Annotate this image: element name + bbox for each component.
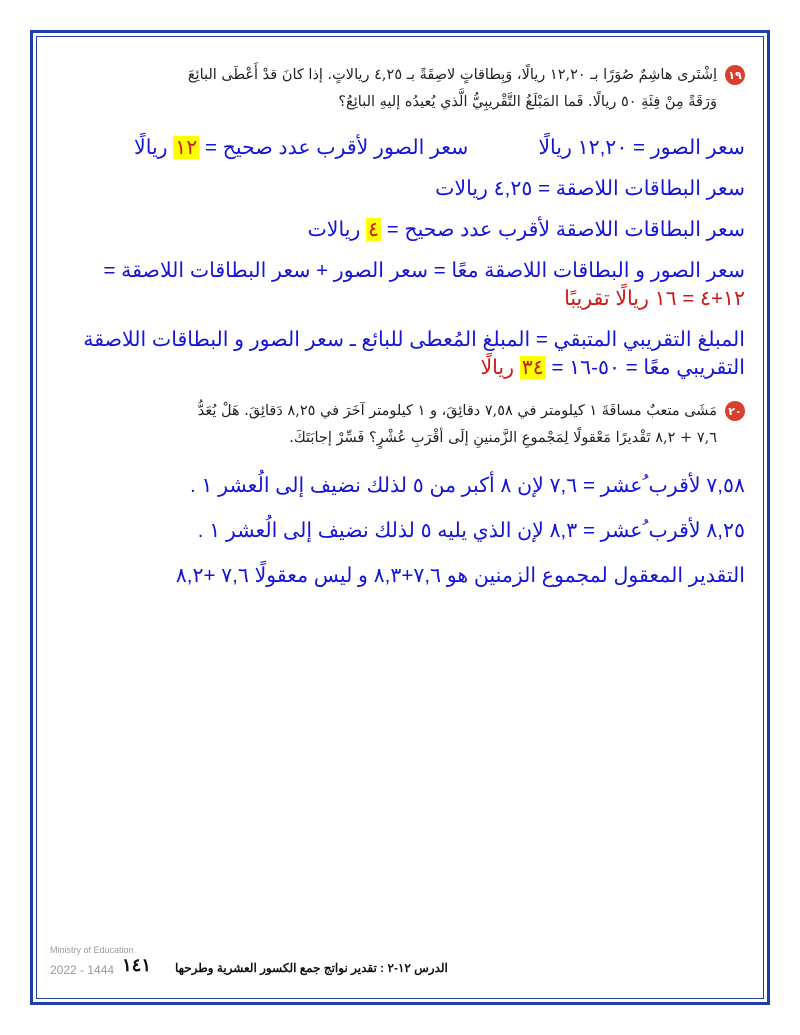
problem-text [198,398,717,452]
watermark-text: Ministry of Education [50,945,134,955]
highlighted-value: ٣٤ [521,356,544,379]
problem-text-line: اِشْتَرى هاشِمٌ صُوَرًا بـ ١٢,٢٠ ريالًا، وَبِطاقاتٍ لاصِقَةً بـ ٤,٢٥ ريالاتٍ. إذا كانَ قدْ أَعْطَى البائِعَ [187,67,717,83]
answer-line [55,354,745,382]
answer-line: ٧,٥٨ لأقرب ُعشر = ٧,٦ لإن ٨ أكبر من ٥ لذلك نضيف إلى الُعشر ١ . [189,474,745,497]
problem-19 [55,62,745,116]
page-footer [50,945,610,975]
problem-text-line: ٧,٦ + ٨,٢ تَقْديرًا مَعْقولًا لِمَجْموعِ الزَّمنينِ إلَى أقْرَبِ عُشْرٍ؟ فَسِّرْ إجابَتَكَ. [289,430,717,446]
answer-line [55,134,745,162]
highlighted-value: ٤ [368,218,380,241]
unit: ريالًا [134,136,168,159]
photos-price: سعر الصور = ١٢,٢٠ ريالًا [538,136,745,159]
answer-19 [55,134,745,382]
unit: ريالًا [480,356,515,379]
worksheet-content [55,62,745,590]
answer-line: سعر الصور و البطاقات اللاصقة معًا = سعر الصور + سعر البطاقات اللاصقة = [103,259,745,282]
highlighted-value: ١٢ [175,136,198,159]
answer-line: سعر البطاقات اللاصقة = ٤,٢٥ ريالات [435,177,745,200]
final-answer-label: التقريبي معًا = ٥٠-١٦ = [551,356,745,379]
problem-number-badge: ١٩ [725,65,745,85]
problem-20 [55,398,745,452]
problem-number-badge: ٢٠ [725,401,745,421]
answer-line [55,216,745,244]
watermark-year: 2022 - 1444 [50,963,115,977]
problem-text [188,62,717,116]
problem-text-line: وَرَقَةً مِنْ فِئَةِ ٥٠ ريالًا. فَما المَبْلَغُ التَّقْريبِيُّ الَّذي يُعيدُه إليهِ البائِعُ؟ [338,94,717,110]
answer-line-red: ١٢+٤ = ١٦ ريالًا تقريبًا [564,287,745,310]
answer-line: ٨,٢٥ لأقرب ُعشر = ٨,٣ لإن الذي يليه ٥ لذلك نضيف إلى الُعشر ١ . [197,519,745,542]
answer-line: المبلغ التقريبي المتبقي = المبلغ المُعطى للبائع ـ سعر الصور و البطاقات اللاصقة [83,328,745,351]
page-number: ١٤١ [122,955,152,975]
answer-20 [55,472,745,590]
unit: ريالات [307,218,361,241]
lesson-title: الدرس ١٢-٢ : تقدير نواتج جمع الكسور العشرية وطرحها [175,961,448,975]
problem-text-line: مَشَى متعبٌ مسافَةَ ١ كيلومتر في ٧,٥٨ دقائِقَ، و ١ كيلومتر آخَرَ في ٨,٢٥ دَقائِقَ. هَلْ يُعَدُّ [197,403,717,419]
answer-line: التقدير المعقول لمجموع الزمنين هو ٧,٦+٨,٣ و ليس معقولًا ٧,٦ +٨,٢ [175,564,745,587]
photos-price-rounded-label: سعر الصور لأقرب عدد صحيح = [205,136,469,159]
stickers-rounded-label: سعر البطاقات اللاصقة لأقرب عدد صحيح = [386,218,745,241]
